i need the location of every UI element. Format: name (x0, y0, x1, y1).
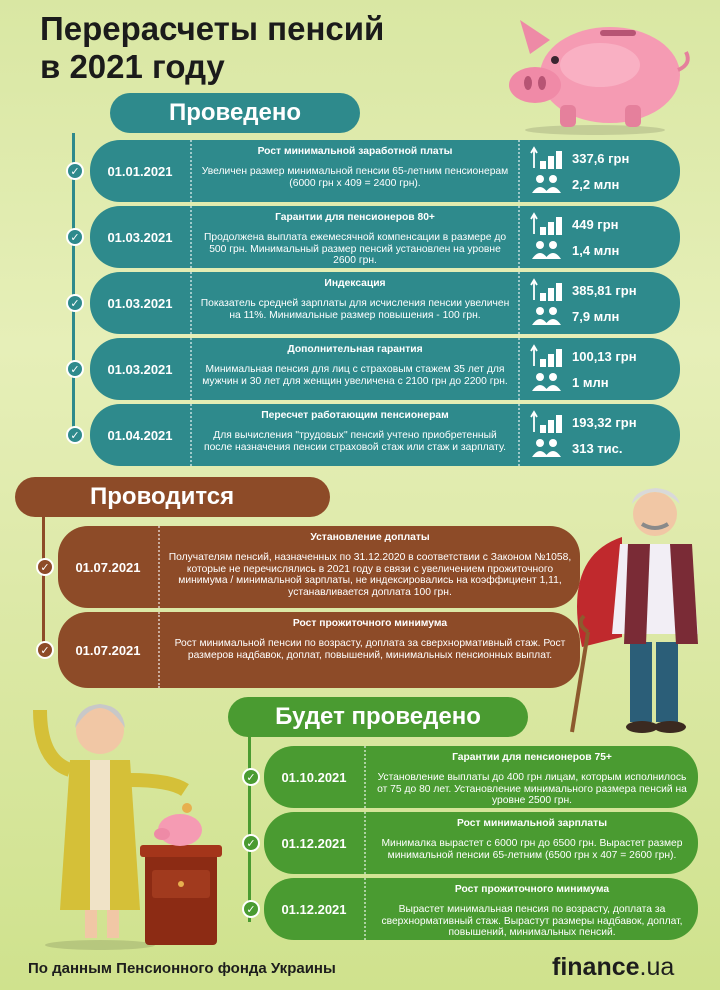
timeline-check-icon: ✓ (36, 558, 54, 576)
people-icon (530, 437, 564, 459)
row-description (366, 878, 698, 940)
stat-amount: 449 грн (530, 211, 680, 237)
row-date: 01.01.2021 (90, 140, 192, 202)
people-icon (530, 173, 564, 195)
row-description (160, 612, 580, 688)
row-date: 01.03.2021 (90, 272, 192, 334)
old-man-illustration (560, 482, 710, 737)
timeline-line-ongoing (42, 517, 45, 652)
row-stats (518, 404, 680, 466)
done-recalc-row (90, 272, 680, 334)
section-ongoing-header: Проводится (15, 477, 330, 517)
timeline-check-icon: ✓ (66, 426, 84, 444)
row-heading: Пересчет работающим пенсионерам (261, 410, 449, 421)
done-recalc-row (90, 206, 680, 268)
old-woman-illustration (30, 690, 230, 950)
row-stats (518, 140, 680, 202)
growth-bars-icon (530, 344, 564, 368)
row-description (366, 746, 698, 808)
growth-bars-icon (530, 212, 564, 236)
row-description (192, 140, 518, 202)
row-description (192, 206, 518, 268)
stat-people: 2,2 млн (530, 171, 680, 197)
stat-amount: 193,32 грн (530, 409, 680, 435)
row-heading: Рост прожиточного минимума (292, 618, 448, 629)
timeline-check-icon: ✓ (36, 641, 54, 659)
row-text: Рост минимальной пенсии по возрасту, доплата за сверхнормативный стаж. Рост размеров надбавок, доплат, повышений, минимальных пенсионных выплат. (174, 637, 566, 661)
done-recalc-row (90, 338, 680, 400)
row-date: 01.07.2021 (58, 612, 160, 688)
section-future-header: Будет проведено (228, 697, 528, 737)
stat-people: 1 млн (530, 369, 680, 395)
row-text: Показатель средней зарплаты для исчисления пенсии увеличен на 11%. Минимальные размер повышения - 100 грн. (200, 297, 510, 321)
row-text: Получателям пенсий, назначенных по 31.12.2020 в соответствии с Законом №1058, которые не перечислялись в 2021 году в связи с увеличением прожиточного минимума / минимальной зарплаты, не индексировались на коэффициент 1,11, устанавливается доплата 100 грн. (168, 551, 572, 599)
row-date: 01.12.2021 (264, 878, 366, 940)
timeline-check-icon: ✓ (66, 360, 84, 378)
timeline-check-icon: ✓ (242, 834, 260, 852)
row-text: Вырастет минимальная пенсия по возрасту, доплата за сверхнормативный стаж. Вырастут размеры надбавок, доплат, повышений, минимальных пенсий. (381, 903, 683, 939)
done-recalc-row (90, 404, 680, 466)
row-description (192, 272, 518, 334)
row-heading: Гарантии для пенсионеров 80+ (275, 212, 435, 223)
row-heading: Рост прожиточного минимума (454, 884, 610, 895)
row-stats (518, 206, 680, 268)
row-description (192, 338, 518, 400)
row-description (366, 812, 698, 874)
row-description (192, 404, 518, 466)
row-stats (518, 272, 680, 334)
timeline-check-icon: ✓ (242, 768, 260, 786)
section-done-header: Проведено (110, 93, 360, 133)
timeline-check-icon: ✓ (242, 900, 260, 918)
growth-bars-icon (530, 278, 564, 302)
piggy-bank-illustration (500, 10, 700, 135)
row-text: Минимальная пенсия для лиц с страховым стажем 35 лет для мужчин и 30 лет для женщин увеличена с 2100 грн до 2200 грн. (202, 363, 508, 387)
source-note: По данным Пенсионного фонда Украины (28, 960, 336, 977)
people-icon (530, 371, 564, 393)
stat-people: 1,4 млн (530, 237, 680, 263)
growth-bars-icon (530, 410, 564, 434)
stat-amount: 337,6 грн (530, 145, 680, 171)
finance-ua-logo: finance.ua (552, 953, 675, 981)
future-recalc-row (264, 812, 698, 874)
page-title: Перерасчеты пенсий в 2021 году (40, 10, 385, 85)
done-recalc-row (90, 140, 680, 202)
stat-people: 313 тис. (530, 435, 680, 461)
row-description (160, 526, 580, 608)
stat-people: 7,9 млн (530, 303, 680, 329)
ongoing-recalc-row (58, 612, 580, 688)
row-heading: Гарантии для пенсионеров 75+ (452, 752, 612, 763)
row-text: Для вычисления "трудовых" пенсий учтено приобретенный после назначения пенсии страховой стаж или стаж и зарплату. (204, 429, 506, 453)
row-text: Установление выплаты до 400 грн лицам, которым исполнилось от 75 до 80 лет. Установление минимального размера пенсий на уровне 2500 грн. (377, 771, 687, 807)
future-recalc-row (264, 878, 698, 940)
timeline-check-icon: ✓ (66, 294, 84, 312)
row-heading: Рост минимальной зарплаты (457, 818, 607, 829)
row-date: 01.03.2021 (90, 338, 192, 400)
future-recalc-row (264, 746, 698, 808)
row-date: 01.10.2021 (264, 746, 366, 808)
row-heading: Рост минимальной заработной платы (257, 146, 453, 157)
timeline-line-future (248, 737, 251, 922)
row-text: Продолжена выплата ежемесячной компенсации в размере до 500 грн. Минимальный размер пенсий установлен на уровне 2600 грн. (203, 231, 507, 267)
stat-amount: 385,81 грн (530, 277, 680, 303)
row-date: 01.03.2021 (90, 206, 192, 268)
row-date: 01.04.2021 (90, 404, 192, 466)
row-heading: Дополнительная гарантия (287, 344, 423, 355)
row-heading: Индексация (324, 278, 386, 289)
row-date: 01.07.2021 (58, 526, 160, 608)
row-stats (518, 338, 680, 400)
timeline-check-icon: ✓ (66, 228, 84, 246)
people-icon (530, 239, 564, 261)
people-icon (530, 305, 564, 327)
row-heading: Установление доплаты (310, 532, 430, 543)
row-date: 01.12.2021 (264, 812, 366, 874)
growth-bars-icon (530, 146, 564, 170)
ongoing-recalc-row (58, 526, 580, 608)
row-text: Увеличен размер минимальной пенсии 65-летним пенсионерам (6000 грн х 409 = 2400 грн). (201, 165, 509, 189)
row-text: Минималка вырастет с 6000 грн до 6500 грн. Вырастет размер минимальной пенсии 65-летним (6500 грн х 407 = 2600 грн). (381, 837, 683, 861)
stat-amount: 100,13 грн (530, 343, 680, 369)
timeline-check-icon: ✓ (66, 162, 84, 180)
